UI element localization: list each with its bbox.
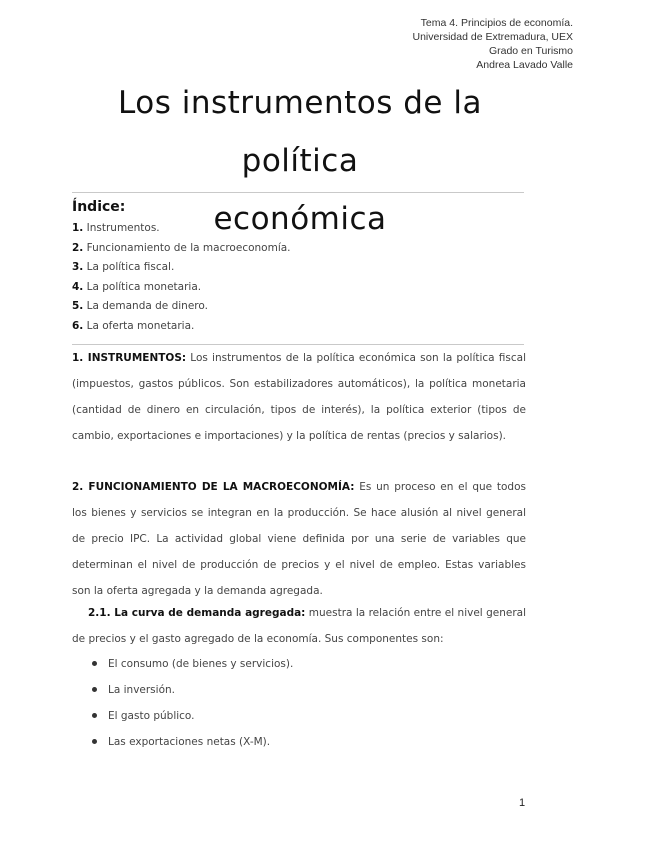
index-item (72, 219, 291, 239)
index-item-text: Funcionamiento de la macroeconomía. (86, 241, 291, 254)
index-item-number: 2. (72, 241, 84, 254)
subsection-demanda-agregada-heading: 2.1. La curva de demanda agregada: (88, 607, 306, 619)
index-heading: Índice: (72, 199, 126, 215)
index-item (72, 239, 291, 259)
header-line-author: Andrea Lavado Valle (476, 59, 573, 71)
document-header (413, 16, 574, 72)
section-funcionamiento (72, 474, 526, 604)
section-funcionamiento-heading: 2. FUNCIONAMIENTO DE LA MACROECONOMÍA: (72, 481, 355, 493)
subsection-demanda-agregada (72, 600, 526, 652)
title-line-2: económica (213, 201, 387, 237)
index-item-text: La oferta monetaria. (86, 319, 195, 332)
section-instrumentos-heading: 1. INSTRUMENTOS: (72, 352, 187, 364)
index-item-number: 1. (72, 222, 84, 234)
subsection-demanda-agregada-body: muestra la relación entre el nivel general de precios y el gasto agregado de la economía. Sus componentes son: (72, 607, 526, 645)
section-instrumentos-body: Los instrumentos de la política económica son la política fiscal (impuestos, gastos públicos. Son estabilizadores automáticos), la política monetaria (cantidad de dinero en circulación, tipos de interés), la política exterior (tipos de cambio, exportaciones e importaciones) y la política de rentas (precios y salarios). (72, 352, 526, 442)
section-instrumentos (72, 345, 526, 449)
index-item-text: La demanda de dinero. (86, 300, 208, 312)
list-item: Las exportaciones netas (X-M). (72, 729, 293, 755)
title-line-1: Los instrumentos de la política (118, 85, 482, 179)
header-line-degree: Grado en Turismo (488, 45, 573, 57)
header-line-course-topic: Tema 4. Principios de economía. (420, 17, 573, 29)
section-funcionamiento-body: Es un proceso en el que todos los bienes y servicios se integran en la producción. Se hace alusión al nivel general de precio IPC. La actividad global viene definida por una serie de variables que determinan el nivel de producción de precios y el nivel de empleo. Estas variables son la oferta agregada y la demanda agregada. (72, 481, 526, 597)
index-item (72, 278, 291, 298)
divider-top (72, 192, 524, 193)
list-item: La inversión. (72, 677, 293, 703)
index-item-text: La política fiscal. (86, 261, 175, 273)
index-list (72, 219, 291, 336)
index-item-number: 6. (72, 319, 84, 332)
index-item (72, 297, 291, 317)
list-item: El gasto público. (72, 703, 293, 729)
index-item (72, 317, 291, 337)
demand-components-list (72, 651, 293, 755)
page-number: 1 (519, 797, 526, 809)
index-item-number: 4. (72, 280, 84, 293)
index-item-number: 3. (72, 261, 84, 273)
list-item: El consumo (de bienes y servicios). (72, 651, 293, 677)
index-item-text: La política monetaria. (86, 280, 202, 293)
index-item-number: 5. (72, 300, 84, 312)
index-item (72, 258, 291, 278)
header-line-university: Universidad de Extremadura, UEX (412, 31, 573, 43)
index-item-text: Instrumentos. (86, 222, 160, 234)
